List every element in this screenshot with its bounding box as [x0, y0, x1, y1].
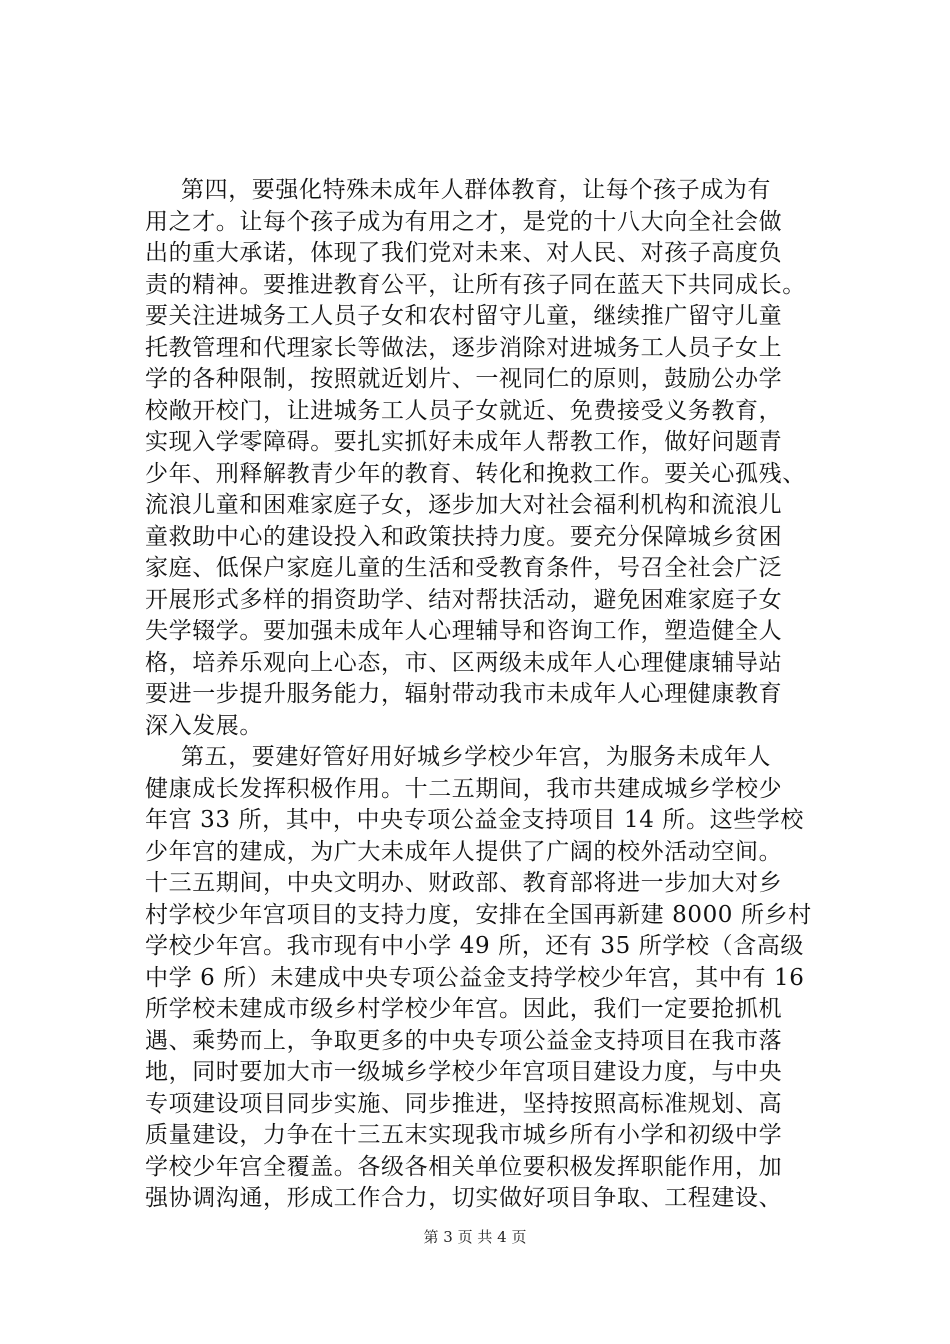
text-line: 遇、乘势而上，争取更多的中央专项公益金支持项目在我市落	[145, 1027, 783, 1054]
document-body	[145, 175, 845, 1215]
text-line: 家庭、低保户家庭儿童的生活和受教育条件，号召全社会广泛	[145, 555, 783, 581]
text-line: 中学 6 所）未建成中央专项公益金支持学校少年宫，其中有 16	[145, 964, 805, 991]
text-line: 开展形式多样的捐资助学、结对帮扶活动，避免困难家庭子女	[145, 586, 783, 613]
text-line: 少年宫的建成，为广大未成年人提供了广阔的校外活动空间。	[145, 838, 783, 865]
text-line: 童救助中心的建设投入和政策扶持力度。要充分保障城乡贫困	[145, 523, 783, 550]
text-line: 学校少年宫。我市现有中小学 49 所，还有 35 所学校（含高级	[145, 933, 804, 959]
text-line: 失学辍学。要加强未成年人心理辅导和咨询工作，塑造健全人	[145, 618, 783, 644]
text-line: 要进一步提升服务能力，辐射带动我市未成年人心理健康教育	[145, 681, 783, 707]
page-number-footer: 第 3 页 共 4 页	[423, 1228, 527, 1246]
text-line: 强协调沟通，形成工作合力，切实做好项目争取、工程建设、	[145, 1185, 783, 1211]
text-line: 地，同时要加大市一级城乡学校少年宫项目建设力度，与中央	[145, 1059, 783, 1085]
text-line: 流浪儿童和困难家庭子女，逐步加大对社会福利机构和流浪儿	[145, 492, 783, 518]
text-line: 深入发展。	[145, 712, 263, 739]
text-line: 要关注进城务工人员子女和农村留守儿童，继续推广留守儿童	[145, 303, 783, 329]
text-line: 年宫 33 所，其中，中央专项公益金支持项目 14 所。这些学校	[145, 807, 804, 833]
text-line: 质量建设，力争在十三五末实现我市城乡所有小学和初级中学	[145, 1122, 783, 1148]
text-line: 少年、刑释解教青少年的教育、转化和挽救工作。要关心孤残、	[145, 460, 806, 487]
paragraph-5	[145, 742, 845, 1215]
text-line: 第五，要建好管好用好城乡学校少年宫，为服务未成年人	[181, 744, 771, 770]
text-line: 实现入学零障碍。要扎实抓好未成年人帮教工作，做好问题青	[145, 429, 783, 455]
text-line: 健康成长发挥积极作用。十二五期间，我市共建成城乡学校少	[145, 775, 783, 802]
text-line: 校敞开校门，让进城务工人员子女就近、免费接受义务教育，	[145, 397, 783, 424]
text-line: 所学校未建成市级乡村学校少年宫。因此，我们一定要抢抓机	[145, 996, 783, 1022]
text-line: 第四，要强化特殊未成年人群体教育，让每个孩子成为有	[181, 177, 771, 203]
text-line: 格，培养乐观向上心态，市、区两级未成年人心理健康辅导站	[145, 649, 783, 676]
text-line: 十三五期间，中央文明办、财政部、教育部将进一步加大对乡	[145, 870, 783, 896]
text-line: 学的各种限制，按照就近划片、一视同仁的原则，鼓励公办学	[145, 366, 783, 392]
text-line: 专项建设项目同步实施、同步推进，坚持按照高标准规划、高	[145, 1090, 783, 1117]
text-line: 学校少年宫全覆盖。各级各相关单位要积极发挥职能作用，加	[145, 1153, 783, 1180]
text-line: 用之才。让每个孩子成为有用之才，是党的十八大向全社会做	[145, 208, 783, 235]
text-line: 村学校少年宫项目的支持力度，安排在全国再新建 8000 所乡村	[145, 901, 812, 928]
text-line: 出的重大承诺，体现了我们党对未来、对人民、对孩子高度负	[145, 240, 783, 266]
text-line: 托教管理和代理家长等做法，逐步消除对进城务工人员子女上	[145, 334, 783, 361]
text-line: 责的精神。要推进教育公平，让所有孩子同在蓝天下共同成长。	[145, 271, 806, 298]
paragraph-4	[145, 175, 845, 742]
